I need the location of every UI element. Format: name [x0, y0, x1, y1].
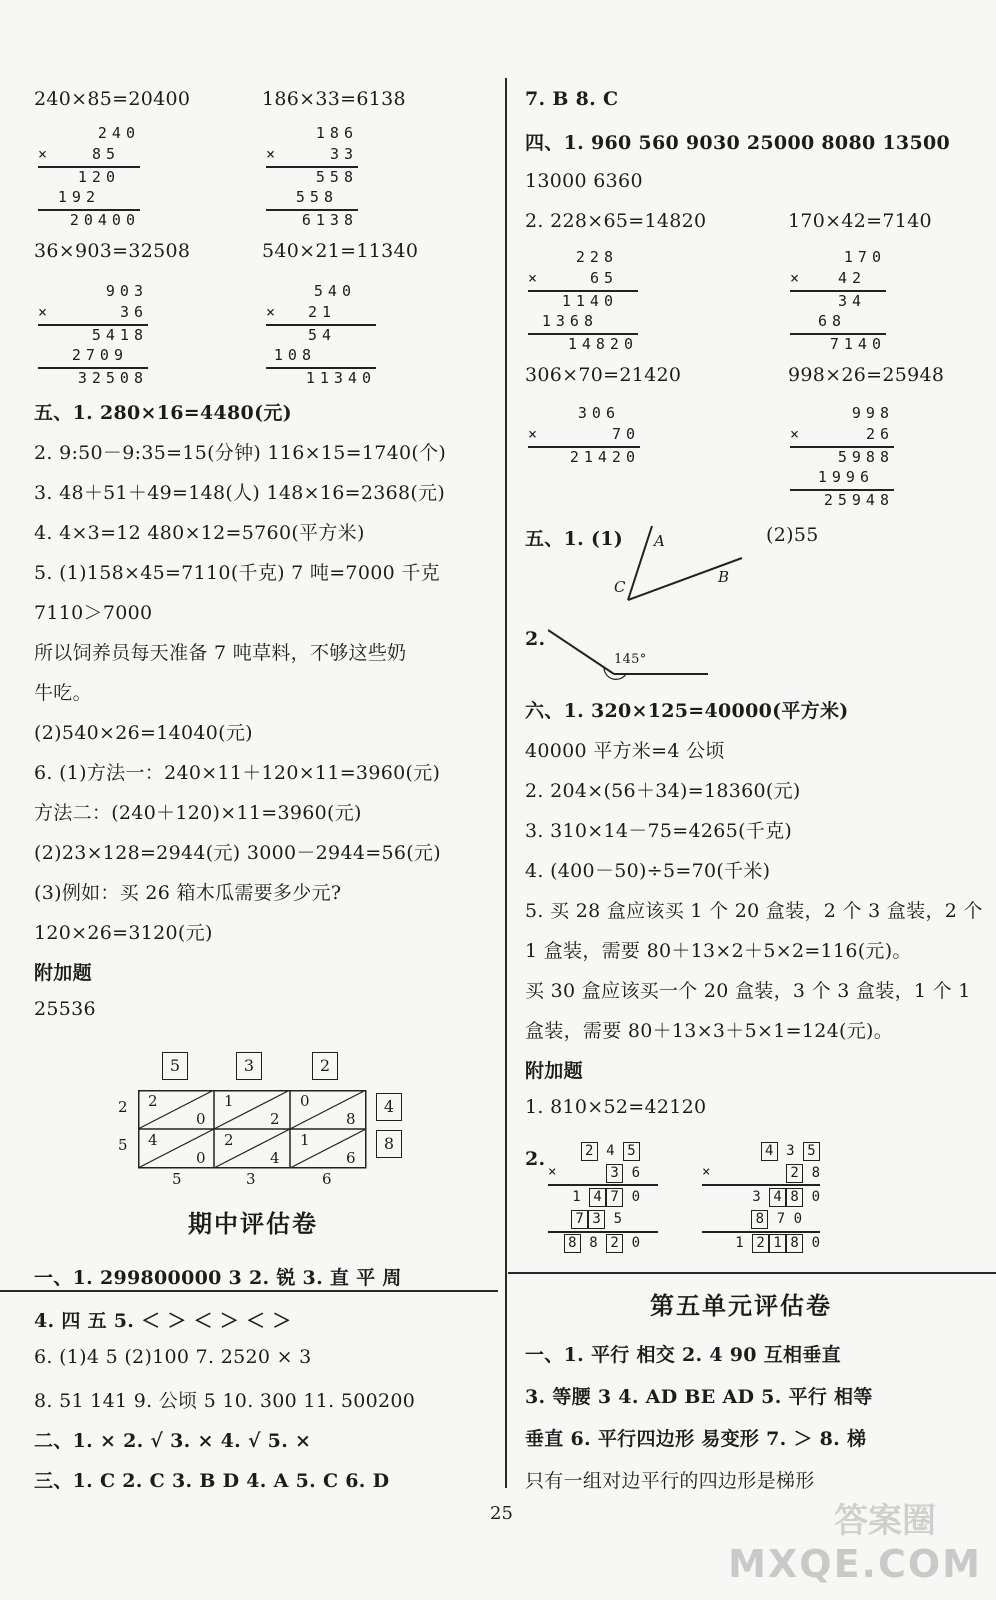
page-number: 25 [490, 1503, 513, 1524]
section-divider-right [508, 1272, 996, 1274]
vertical-calc-1: 240 × 85 120 192 20400 [38, 124, 140, 229]
cell-2b: 2 [270, 1110, 280, 1128]
boxed-calc-1: 2 4 5 × 3 6 1 4 7 0 7 3 5 [548, 1142, 658, 1242]
answer-6-5d: 盒装，需要 80＋13×3＋5×1=124(元)。 [525, 1020, 894, 1042]
answer-6-1b: 40000 平方米=4 公顷 [525, 740, 725, 762]
grid-bottom-2: 3 [246, 1170, 256, 1188]
bonus-2: 2. [525, 1148, 546, 1170]
watermark-logo: 答案圈 [834, 1501, 936, 1541]
midterm-1: 一、1. 299800000 3 2. 锐 3. 直 平 周 [34, 1267, 402, 1289]
vertical-calc-4: 540 × 21 54 108 11340 [266, 282, 376, 387]
grid-left-2: 5 [118, 1136, 128, 1154]
answer-5-6b: 方法二：(240＋120)×11=3960(元) [34, 802, 362, 824]
section-divider-left [0, 1290, 498, 1292]
answer-5-6e: 120×26=3120(元) [34, 922, 213, 944]
bonus-answer-left: 25536 [34, 998, 96, 1020]
cell-4b: 0 [196, 1149, 206, 1167]
answer-6-1: 六、1. 320×125=40000(平方米) [525, 700, 849, 722]
cell-4a: 4 [148, 1131, 158, 1149]
left-eq1: 240×85=20400 [34, 88, 191, 110]
answer-5-5d: 牛吃。 [34, 682, 92, 704]
cell-3b: 8 [346, 1110, 356, 1128]
cell-1a: 2 [148, 1092, 158, 1110]
lattice-grid [138, 1090, 368, 1170]
cell-1b: 0 [196, 1110, 206, 1128]
watermark-text: MXQE.COM [728, 1542, 982, 1586]
cell-3a: 0 [300, 1092, 310, 1110]
grid-top-1: 5 [162, 1052, 188, 1080]
answer-5-6: 6. (1)方法一：240×11＋120×11=3960(元) [34, 762, 441, 784]
answer-5-2: 2. 9:50－9:35=15(分钟) 116×15=1740(个) [34, 442, 447, 464]
right-eq1: 2. 228×65=14820 [525, 210, 707, 232]
column-divider [505, 78, 507, 1488]
boxed-calc-2-result: 1 2 1 8 0 [735, 1235, 820, 1251]
unit5-3: 垂直 6. 平行四边形 易变形 7. ＞ 8. 梯 [525, 1428, 867, 1450]
angle-figure-1 [610, 520, 750, 610]
right-r1: 7. B 8. C [525, 88, 619, 110]
vertical-calc-5: 228 × 65 1140 1368 14820 [528, 248, 638, 353]
label-a: A [654, 532, 666, 550]
right-g1: 五、1. (1) [525, 528, 624, 550]
grid-top-2: 3 [236, 1052, 262, 1080]
grid-left-1: 2 [118, 1098, 128, 1116]
bonus-1: 1. 810×52=42120 [525, 1096, 707, 1118]
left-eq3: 36×903=32508 [34, 240, 191, 262]
right-r3: 13000 6360 [525, 170, 643, 192]
right-g1b: (2)55 [766, 524, 819, 546]
answer-6-5b: 1 盒装，需要 80＋13×2＋5×2=116(元)。 [525, 940, 912, 962]
angle-label-145: 145° [614, 652, 647, 667]
answer-5-5e: (2)540×26=14040(元) [34, 722, 253, 744]
left-eq4: 540×21=11340 [262, 240, 419, 262]
bonus-heading-left: 附加题 [34, 962, 92, 984]
answer-6-2: 2. 204×(56＋34)=18360(元) [525, 780, 801, 802]
boxed-calc-2: 4 3 5 × 2 8 3 4 8 0 8 7 0 [702, 1142, 820, 1242]
vertical-calc-2: 186 × 33 558 558 6138 [266, 124, 358, 229]
right-eq2: 170×42=7140 [788, 210, 932, 232]
vertical-calc-7: 306 × 70 21420 [528, 404, 640, 466]
vertical-calc-6: 170 × 42 34 68 7140 [790, 248, 886, 353]
cell-6a: 1 [300, 1131, 310, 1149]
boxed-calc-1-result: 8 8 2 0 [548, 1234, 658, 1260]
answer-5-6c: (2)23×128=2944(元) 3000－2944=56(元) [34, 842, 441, 864]
answer-5-4: 4. 4×3=12 480×12=5760(平方米) [34, 522, 365, 544]
cell-6b: 6 [346, 1149, 356, 1167]
answer-5-6d: (3)例如：买 26 箱木瓜需要多少元? [34, 882, 342, 904]
right-eq3: 306×70=21420 [525, 364, 682, 386]
midterm-6: 三、1. C 2. C 3. B D 4. A 5. C 6. D [34, 1470, 390, 1492]
cell-5b: 4 [270, 1149, 280, 1167]
answer-5-5: 5. (1)158×45=7110(千克) 7 吨=7000 千克 [34, 562, 440, 584]
answer-6-4: 4. (400－50)÷5=70(千米) [525, 860, 771, 882]
right-eq4: 998×26=25948 [788, 364, 945, 386]
unit5-4: 只有一组对边平行的四边形是梯形 [525, 1470, 815, 1492]
midterm-title: 期中评估卷 [188, 1209, 318, 1238]
answer-5-5b: 7110＞7000 [34, 602, 153, 624]
grid-top-3: 2 [312, 1052, 338, 1080]
midterm-4: 8. 51 141 9. 公顷 5 10. 300 11. 500200 [34, 1390, 416, 1412]
answer-5-5c: 所以饲养员每天准备 7 吨草料，不够这些奶 [34, 642, 407, 664]
answer-5-3: 3. 48＋51＋49=148(人) 148×16=2368(元) [34, 482, 446, 504]
left-eq2: 186×33=6138 [262, 88, 406, 110]
right-r2: 四、1. 960 560 9030 25000 8080 13500 [525, 132, 951, 154]
midterm-2: 4. 四 五 5. ＜ ＞ ＜ ＞ ＜ ＞ [34, 1310, 292, 1332]
unit5-title: 第五单元评估卷 [650, 1291, 832, 1320]
grid-bottom-3: 6 [322, 1170, 332, 1188]
unit5-1: 一、1. 平行 相交 2. 4 90 互相垂直 [525, 1344, 841, 1366]
cell-5a: 2 [224, 1131, 234, 1149]
vertical-calc-3: 903 × 36 5418 2709 32508 [38, 282, 148, 387]
cell-2a: 1 [224, 1092, 234, 1110]
bonus-heading-right: 附加题 [525, 1060, 583, 1082]
midterm-5: 二、1. × 2. √ 3. × 4. √ 5. × [34, 1430, 312, 1452]
right-g2: 2. [525, 628, 546, 650]
vertical-calc-8: 998 × 26 5988 1996 25948 [790, 404, 894, 509]
answer-6-5c: 买 30 盒应该买一个 20 盒装，3 个 3 盒装，1 个 1 [525, 980, 971, 1002]
grid-right-2: 8 [376, 1130, 402, 1158]
label-c: C [614, 578, 626, 596]
grid-right-1: 4 [376, 1093, 402, 1121]
unit5-2: 3. 等腰 3 4. AD BE AD 5. 平行 相等 [525, 1386, 873, 1408]
answer-6-5: 5. 买 28 盒应该买 1 个 20 盒装，2 个 3 盒装，2 个 [525, 900, 983, 922]
grid-bottom-1: 5 [172, 1170, 182, 1188]
label-b: B [718, 568, 730, 586]
midterm-3: 6. (1)4 5 (2)100 7. 2520 × 3 [34, 1346, 312, 1368]
answer-5-1: 五、1. 280×16=4480(元) [34, 402, 292, 424]
answer-6-3: 3. 310×14－75=4265(千克) [525, 820, 793, 842]
